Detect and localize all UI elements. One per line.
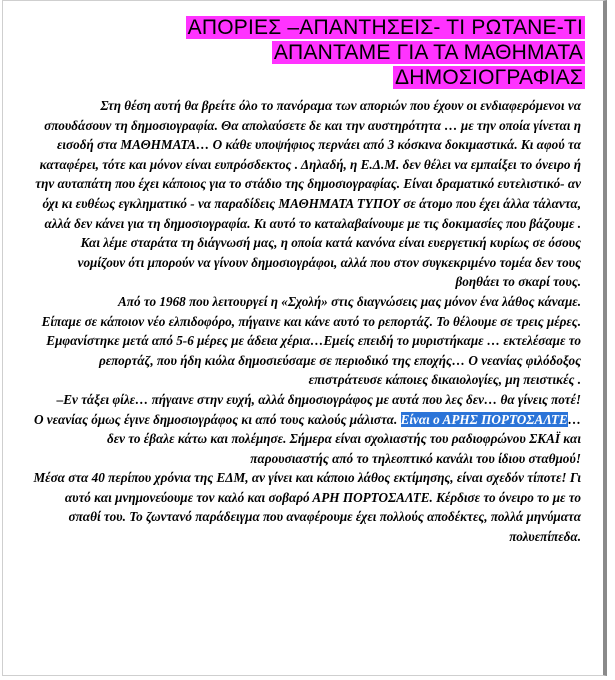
paragraph-quote: –Εν τάξει φίλε… πήγαινε στην ευχή, αλλά δημοσιογράφος με αυτά που λες δεν… θα γίνεις ποτέ! — [56, 391, 581, 407]
document-page — [2, 0, 607, 676]
paragraph-conclusion: Μέσα στα 40 περίπου χρόνια της ΕΔΜ, αν γίνει και κάποιο λάθος εκτίμησης, είναι σχεδόν τίποτε! Γι αυτό και μνημονεύουμε τον καλό και σοβαρό ΑΡΗ ΠΟΡΤΟΣΑΛΤΕ. Κέρδισε το όνειρο το με το σπαθί του. Το ζωντανό παράδειγμα που αναφέρουμε έχει πολλούς αποδέκτες, πολλά μηνύματα πολυεπίπεδα. — [33, 470, 581, 545]
title-line-1: ΑΠΟΡΙΕΣ –ΑΠΑΝΤΗΣΕΙΣ- ΤΙ ΡΩΤΑΝΕ-ΤΙ — [187, 16, 583, 39]
title-line-2: ΑΠΑΝΤΑΜΕ ΓΙΑ ΤΑ ΜΑΘΗΜΑΤΑ — [273, 41, 583, 64]
paragraph-portosalte — [31, 410, 581, 469]
document-title — [118, 15, 585, 90]
paragraph-intro: Στη θέση αυτή θα βρείτε όλο το πανόραμα των αποριών που έχουν οι ενδιαφερόμενοι να σπουδάσουν τη δημοσιογραφία. Θα απολαύσετε δε και την αυστηρότητα … με την οποία γίνεται η εισοδή στα ΜΑΘΗΜΑΤΑ… Ο κάθε υποψήφιος περνάει από 3 κόσκινα δοκιμαστικά. Κι αφού τα καταφέρει, τότε και μόνον είναι ευπρόσδεκτος . Δηλαδή, η Ε.Δ.Μ. δεν θέλει να εμπαίξει το όνειρο ή την αυταπάτη που έχει κάποιος για το στάδιο της δημοσιογραφίας. Είναι δραματικό ευτελιστικό- αν όχι κι ευθέως εγκληματικό - να παραδίδεις ΜΑΘΗΜΑΤΑ ΤΥΠΟΥ σε άτομο που έχει άλλα τάλαντα, αλλά δεν κάνει για τη δημοσιογραφία. Κι αυτό το καταλαβαίνουμε με τις δοκιμασίες που βάζουμε . Και λέμε σταράτα τη διάγνωσή μας, η οποία κατά κανόνα είναι ευεργετική κυρίως σε όσους νομίζουν ότι μπορούν να γίνουν δημοσιογράφοι, αλλά που στον συγκεκριμένο τομέα δεν τους βοηθάει το σκαρί τους. — [35, 98, 581, 290]
selected-text[interactable]: Είναι ο ΑΡΗΣ ΠΟΡΤΟΣΑΛΤΕ — [400, 411, 568, 427]
paragraph-story: Είπαμε σε κάποιον νέο ελπιδοφόρο, πήγαινε και κάνε αυτό το ρεπορτάζ. Το θέλουμε σε τρεις μέρες. Εμφανίστηκε μετά από 5-6 μέρες με άδεια χέρια…Εμείς επειδή το μυριστήκαμε … εκτελέσαμε το ρεπορτάζ, που ήδη κιόλα δημοσιεύσαμε σε περιοδικό της εποχής… Ο νεανίας φιλόδοξος επιστράτευσε κάποιες δικαιολογίες, μη πειστικές . — [41, 313, 581, 388]
paragraph-portosalte-after: … δεν το έβαλε κάτω και πολέμησε. Σήμερα είναι σχολιαστής του ραδιοφρώνου ΣΚΑΪ και παρουσιαστής από το τηλεοπτικό κανάλι του ίδιου σταθμού! — [106, 411, 581, 466]
title-line-3: ΔΗΜΟΣΙΟΓΡΑΦΙΑΣ — [395, 66, 583, 89]
paragraph-portosalte-before: Ο νεανίας όμως έγινε δημοσιογράφος κι από τους καλούς μάλιστα. — [33, 411, 401, 427]
document-body — [31, 96, 581, 547]
paragraph-since-1968: Από το 1968 που λειτουργεί η «Σχολή» στις διαγνώσεις μας μόνον ένα λάθος κάναμε. — [117, 293, 581, 309]
